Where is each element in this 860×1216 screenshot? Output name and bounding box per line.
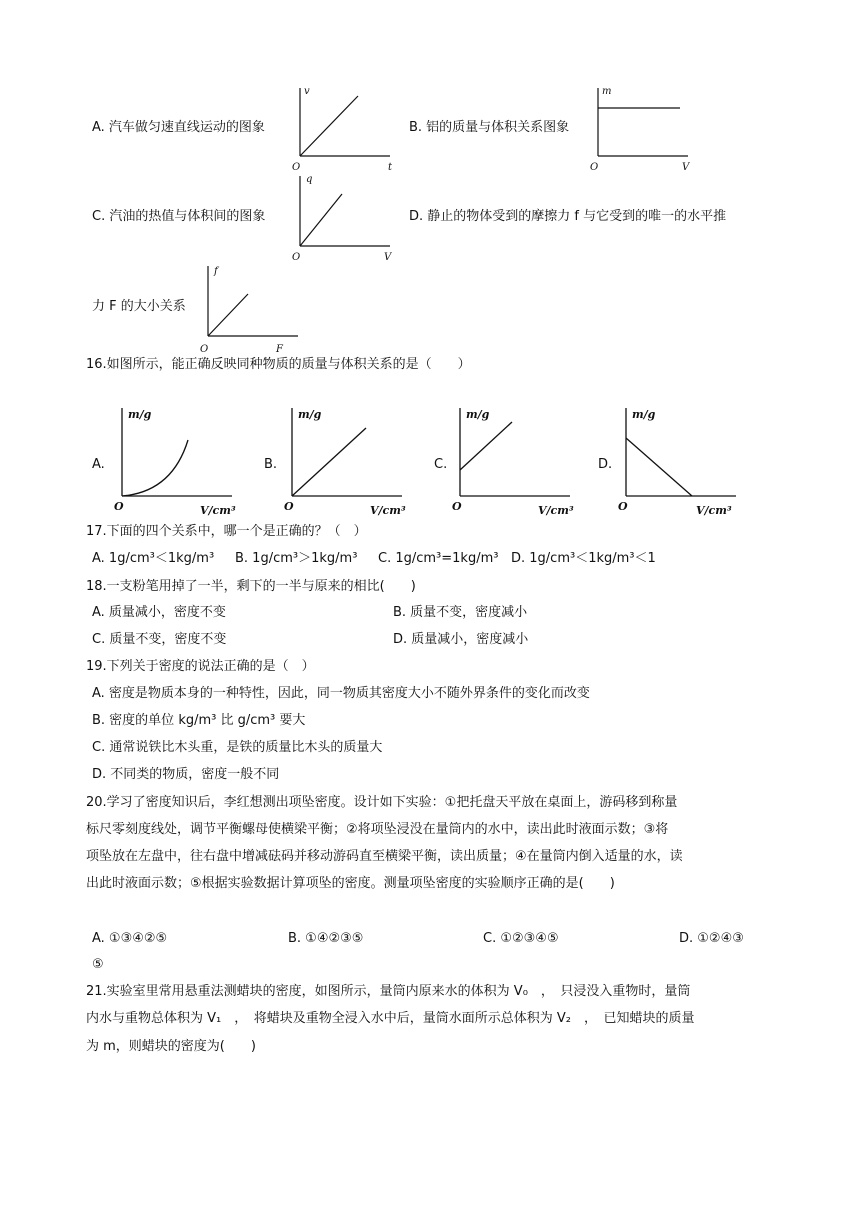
q16-option-b-label: B. [264, 457, 278, 472]
q17-option-d: D. 1g/cm³＜1kg/m³＜1 [511, 551, 656, 566]
q18-option-c: C. 质量不变，密度不变 [92, 632, 227, 647]
q16-option-c-graph [450, 400, 580, 522]
q20-line-2: 标尺零刻度线处，调节平衡螺母使横梁平衡；②将项坠浸没在量筒内的水中，读出此时液面示数；③将 [86, 822, 669, 837]
q15-d-y-label: f [214, 266, 218, 277]
q20-option-d: D. ①②④③ [679, 931, 744, 946]
q16-option-b-graph [282, 400, 412, 522]
q16-a-y-label: m/g [128, 408, 152, 421]
q15-option-d-label-continued: 力 F 的大小关系 [92, 299, 186, 314]
q15-option-b-label: B. 铝的质量与体积关系图象 [409, 120, 570, 135]
q16-d-y-label: m/g [632, 408, 656, 421]
q15-b-x-label: V [682, 162, 690, 173]
q15-option-d-graph [198, 262, 308, 354]
q16-a-origin: O [114, 500, 124, 513]
q15-a-origin: O [292, 162, 301, 173]
q15-b-origin: O [590, 162, 599, 173]
q18-option-a: A. 质量减小，密度不变 [92, 605, 226, 620]
q20-line-3: 项坠放在左盘中，往右盘中增减砝码并移动游码直至横梁平衡，读出质量；④在量筒内倒入适量的水，读 [86, 849, 683, 864]
q19-option-a: A. 密度是物质本身的一种特性，因此，同一物质其密度大小不随外界条件的变化而改变 [92, 686, 590, 701]
q15-option-b-graph [588, 84, 698, 176]
q16-option-d-label: D. [598, 457, 613, 472]
q16-d-x-label: V/cm³ [696, 504, 732, 517]
q18-option-d: D. 质量减小，密度减小 [393, 632, 529, 647]
q16-option-a-label: A. [92, 457, 105, 472]
q20-option-b: B. ①④②③⑤ [288, 931, 364, 946]
q16-option-c-label: C. [434, 457, 448, 472]
q15-a-x-label: t [388, 162, 393, 173]
q18-option-b: B. 质量不变，密度减小 [393, 605, 528, 620]
q17-option-c: C. 1g/cm³=1kg/m³ [378, 551, 499, 566]
q16-b-x-label: V/cm³ [370, 504, 406, 517]
q17-option-b: B. 1g/cm³＞1kg/m³ [235, 551, 358, 566]
q20-line-4: 出此时液面示数；⑤根据实验数据计算项坠的密度。测量项坠密度的实验顺序正确的是( ) [86, 876, 615, 891]
q15-c-origin: O [292, 252, 301, 263]
q15-a-y-label: v [304, 86, 310, 97]
q21-line-3: 为 m，则蜡块的密度为( ) [86, 1039, 256, 1054]
q21-line-1: 21.实验室里常用悬重法测蜡块的密度，如图所示，量筒内原来水的体积为 V₀ ， 只浸没入重物时，量筒 [86, 984, 691, 999]
q15-d-origin: O [200, 344, 209, 355]
q15-b-y-label: m [602, 86, 612, 97]
q16-c-y-label: m/g [466, 408, 490, 421]
q19-option-c: C. 通常说铁比木头重，是铁的质量比木头的质量大 [92, 740, 383, 755]
q18-stem: 18.一支粉笔用掉了一半，剩下的一半与原来的相比( ) [86, 579, 416, 594]
q20-option-d-wrap: ⑤ [92, 957, 104, 972]
q21-line-2: 内水与重物总体积为 V₁ ， 将蜡块及重物全浸入水中后，量筒水面所示总体积为 V₂ ， 已知蜡块的质量 [86, 1011, 695, 1026]
q15-d-x-label: F [276, 344, 283, 355]
q16-c-origin: O [452, 500, 462, 513]
q15-option-a-graph [290, 84, 400, 176]
q19-option-d: D. 不同类的物质，密度一般不同 [92, 767, 280, 782]
q16-b-y-label: m/g [298, 408, 322, 421]
q20-line-1: 20.学习了密度知识后，李红想测出项坠密度。设计如下实验：①把托盘天平放在桌面上，游码移到称量 [86, 795, 678, 810]
q15-option-c-graph [290, 172, 400, 264]
q17-stem: 17.下面的四个关系中，哪一个是正确的？（ ） [86, 524, 367, 539]
q15-c-x-label: V [384, 252, 392, 263]
q15-option-c-label: C. 汽油的热值与体积间的图象 [92, 209, 266, 224]
q19-option-b: B. 密度的单位 kg/m³ 比 g/cm³ 要大 [92, 713, 306, 728]
q19-stem: 19.下列关于密度的说法正确的是（ ） [86, 659, 315, 674]
q15-c-y-label: q [306, 174, 313, 185]
q15-option-a-label: A. 汽车做匀速直线运动的图象 [92, 120, 265, 135]
q20-option-c: C. ①②③④⑤ [483, 931, 559, 946]
q17-option-a: A. 1g/cm³＜1kg/m³ [92, 551, 215, 566]
q16-d-origin: O [618, 500, 628, 513]
q16-option-a-graph [112, 400, 242, 522]
q16-stem: 16.如图所示，能正确反映同种物质的质量与体积关系的是（ ） [86, 357, 471, 372]
q20-option-a: A. ①③④②⑤ [92, 931, 168, 946]
q16-option-d-graph [616, 400, 746, 522]
q15-option-d-label: D. 静止的物体受到的摩擦力 f 与它受到的唯一的水平推 [409, 209, 727, 224]
q16-b-origin: O [284, 500, 294, 513]
q16-c-x-label: V/cm³ [538, 504, 574, 517]
q16-a-x-label: V/cm³ [200, 504, 236, 517]
